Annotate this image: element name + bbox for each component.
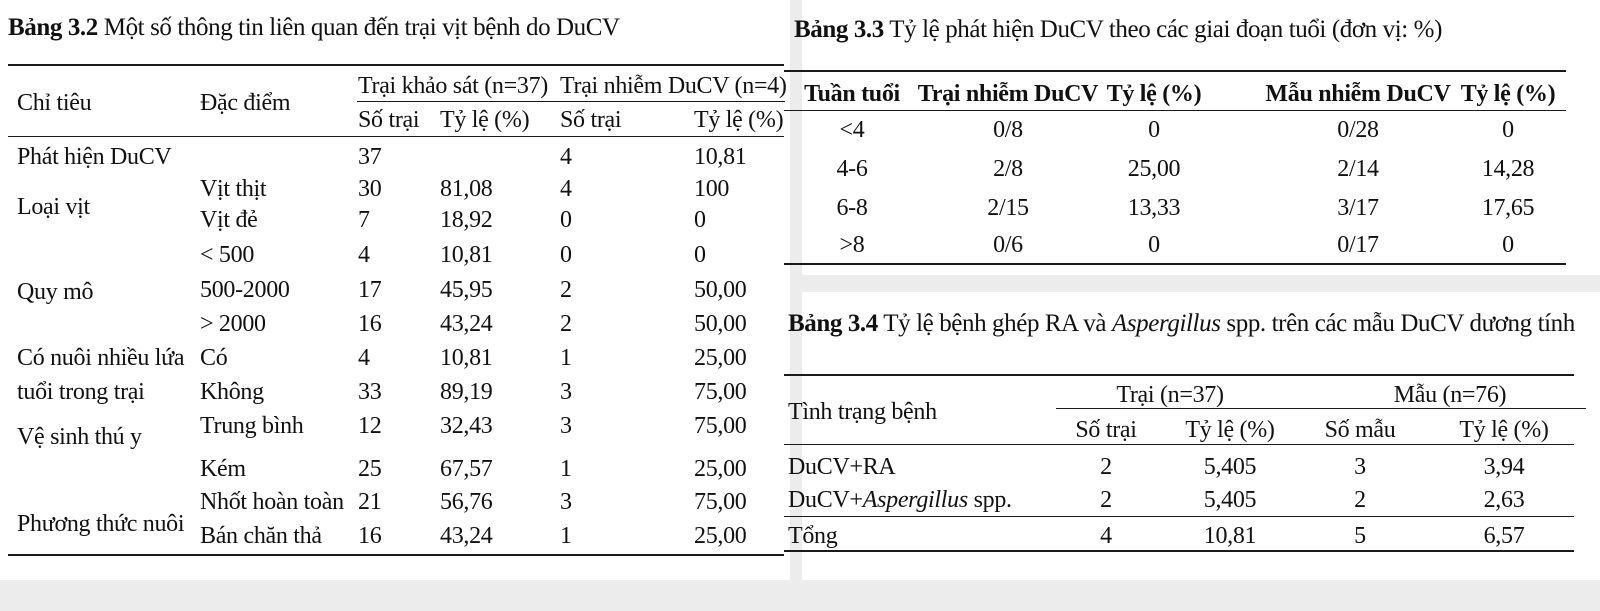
- caption-italic: Aspergillus: [1111, 310, 1221, 337]
- cell: 0: [694, 207, 706, 233]
- cell: Vịt đẻ: [200, 207, 258, 233]
- cell: > 2000: [200, 311, 266, 337]
- caption-label: Bảng 3.3: [794, 16, 884, 43]
- cell: 10,81: [694, 144, 747, 170]
- group-label: Phương thức nuôi: [17, 511, 185, 537]
- cell: 5: [1354, 523, 1366, 549]
- header-ty-le: Tỷ lệ (%): [694, 107, 784, 133]
- cell: 4-6: [836, 156, 868, 182]
- table-3-3-caption: [794, 16, 1442, 44]
- cell: 2,63: [1483, 487, 1525, 513]
- cell: Bán chăn thả: [200, 523, 322, 549]
- cell: 17: [358, 277, 382, 303]
- cell: 50,00: [694, 311, 747, 337]
- group-label: Phát hiện DuCV: [17, 144, 172, 170]
- cell: 2/8: [993, 156, 1023, 182]
- table-3-2-caption: [8, 14, 620, 42]
- header-ty-le: Tỷ lệ (%): [440, 107, 530, 133]
- cell: 4: [358, 345, 370, 371]
- top-rule: [784, 374, 1574, 376]
- cell: 16: [358, 523, 382, 549]
- cell: < 500: [200, 242, 255, 268]
- cell: 75,00: [694, 413, 747, 439]
- cell: 12: [358, 413, 382, 439]
- table-3-3-panel: [794, 0, 1600, 275]
- caption-label: Bảng 3.4: [788, 310, 878, 337]
- cell: 1: [560, 456, 572, 482]
- row-label: DuCV+RA: [788, 454, 896, 480]
- header-ty-le: Tỷ lệ (%): [1185, 417, 1275, 443]
- row-label-italic: Aspergillus: [862, 487, 968, 513]
- sub-header-rule: [357, 101, 785, 102]
- cell: 25,00: [694, 345, 747, 371]
- header-bottom-rule: [8, 136, 784, 137]
- header-chi-tieu: Chỉ tiêu: [17, 90, 92, 116]
- cell: Có: [200, 345, 228, 371]
- cell: 45,95: [440, 277, 493, 303]
- cell: 3: [560, 489, 572, 515]
- header-ty-le: Tỷ lệ (%): [1459, 417, 1549, 443]
- cell: Vịt thịt: [200, 176, 267, 202]
- header-ty-le: Tỷ lệ (%): [1106, 81, 1202, 107]
- cell: 10,81: [440, 242, 493, 268]
- header-trai-khao-sat: Trại khảo sát (n=37): [358, 73, 548, 99]
- header-tinh-trang: Tình trạng bệnh: [788, 399, 937, 425]
- cell: <4: [839, 117, 865, 143]
- header-bottom-rule: [784, 110, 1566, 111]
- cell: 0: [1148, 232, 1160, 258]
- caption-text: Tỷ lệ bệnh ghép RA và: [883, 310, 1107, 337]
- panel-gap: [802, 275, 1600, 292]
- cell: 0: [1148, 117, 1160, 143]
- cell: 16: [358, 311, 382, 337]
- cell: 10,81: [440, 345, 493, 371]
- cell: 14,28: [1481, 156, 1535, 182]
- cell: 25: [358, 456, 382, 482]
- cell: 5,405: [1203, 487, 1257, 513]
- cell: 0/17: [1337, 232, 1379, 258]
- header-bottom-rule: [784, 444, 1574, 445]
- row-label-part: spp.: [973, 487, 1012, 513]
- header-dac-diem: Đặc điểm: [200, 90, 291, 116]
- cell: 10,81: [1203, 523, 1257, 549]
- cell: 56,76: [440, 489, 493, 515]
- cell: 43,24: [440, 523, 493, 549]
- cell: 67,57: [440, 456, 493, 482]
- header-tuan-tuoi: Tuần tuổi: [804, 81, 900, 107]
- cell: 0: [694, 242, 706, 268]
- cell: 500-2000: [200, 277, 290, 303]
- cell: Trung bình: [200, 413, 304, 439]
- header-trai-nhiem: Trại nhiễm DuCV: [917, 81, 1099, 107]
- cell: 1: [560, 345, 572, 371]
- cell: 17,65: [1481, 195, 1535, 221]
- group-label: Có nuôi nhiều lứa: [17, 345, 185, 371]
- table-3-4-panel: [788, 292, 1600, 578]
- group-label: Loại vịt: [17, 194, 90, 220]
- cell: 4: [560, 176, 572, 202]
- caption-text: Một số thông tin liên quan đến trại vịt bệnh do DuCV: [103, 14, 620, 41]
- cell: 2: [560, 311, 572, 337]
- cell: Kém: [200, 456, 246, 482]
- cell: 5,405: [1203, 454, 1257, 480]
- cell: 2/15: [987, 195, 1029, 221]
- cell: 7: [358, 207, 370, 233]
- cell: 3/17: [1337, 195, 1379, 221]
- cell: 0/8: [993, 117, 1023, 143]
- cell: 21: [358, 489, 382, 515]
- cell: 33: [358, 379, 382, 405]
- cell: 2: [1354, 487, 1366, 513]
- sub-header-rule: [1056, 408, 1586, 409]
- header-so-trai: Số trại: [560, 107, 622, 133]
- cell: 4: [560, 144, 572, 170]
- cell: 0: [560, 207, 572, 233]
- cell: 75,00: [694, 489, 747, 515]
- cell: 32,43: [440, 413, 493, 439]
- bottom-rule: [784, 263, 1566, 265]
- header-mau: Mẫu (n=76): [1393, 382, 1507, 408]
- cell: 50,00: [694, 277, 747, 303]
- total-rule: [784, 516, 1574, 517]
- group-label: Vệ sinh thú y: [17, 424, 142, 450]
- header-trai-nhiem: Trại nhiễm DuCV (n=4): [560, 73, 787, 99]
- cell: 2/14: [1337, 156, 1379, 182]
- row-label: Tổng: [788, 523, 838, 549]
- cell: 0: [560, 242, 572, 268]
- cell: 4: [358, 242, 370, 268]
- cell: 37: [358, 144, 382, 170]
- caption-text: Tỷ lệ phát hiện DuCV theo các giai đoạn tuổi (đơn vị: %): [889, 16, 1443, 43]
- cell: >8: [839, 232, 865, 258]
- header-so-trai: Số trại: [1075, 417, 1137, 443]
- bottom-rule: [784, 550, 1574, 552]
- cell: 4: [1100, 523, 1112, 549]
- table-3-2-panel: [0, 0, 790, 580]
- bottom-rule: [8, 554, 784, 556]
- cell: 0: [1502, 117, 1514, 143]
- cell: Không: [200, 379, 264, 405]
- cell: 2: [1100, 454, 1112, 480]
- header-so-trai: Số trại: [358, 107, 420, 133]
- cell: 0/28: [1337, 117, 1379, 143]
- top-rule: [8, 64, 784, 66]
- cell: 25,00: [1127, 156, 1181, 182]
- cell: 81,08: [440, 176, 493, 202]
- cell: 25,00: [694, 523, 747, 549]
- cell: 2: [560, 277, 572, 303]
- cell: 25,00: [694, 456, 747, 482]
- cell: 3: [1354, 454, 1366, 480]
- header-so-mau: Số mẫu: [1324, 417, 1396, 443]
- panel-gap: [790, 0, 802, 611]
- header-ty-le: Tỷ lệ (%): [1460, 81, 1556, 107]
- cell: 100: [694, 176, 730, 202]
- caption-label: Bảng 3.2: [8, 14, 98, 41]
- cell: Nhốt hoàn toàn: [200, 489, 344, 515]
- cell: 6-8: [836, 195, 868, 221]
- top-rule: [784, 70, 1566, 72]
- panel-gap: [0, 580, 1600, 611]
- cell: 1: [560, 523, 572, 549]
- caption-text: spp. trên các mẫu DuCV dương tính: [1226, 310, 1575, 337]
- table-3-4-caption: [788, 310, 1575, 338]
- cell: 0/6: [993, 232, 1023, 258]
- cell: 3: [560, 379, 572, 405]
- group-label: Quy mô: [17, 279, 94, 305]
- header-trai: Trại (n=37): [1116, 382, 1224, 408]
- cell: 75,00: [694, 379, 747, 405]
- row-label: [788, 488, 1012, 512]
- cell: 3,94: [1483, 454, 1525, 480]
- header-mau-nhiem: Mẫu nhiễm DuCV: [1265, 81, 1451, 107]
- cell: 0: [1502, 232, 1514, 258]
- cell: 6,57: [1483, 523, 1525, 549]
- cell: 89,19: [440, 379, 493, 405]
- cell: 2: [1100, 487, 1112, 513]
- cell: 43,24: [440, 311, 493, 337]
- cell: 3: [560, 413, 572, 439]
- group-label: tuổi trong trại: [17, 379, 145, 405]
- cell: 30: [358, 176, 382, 202]
- row-label-part: DuCV+: [788, 487, 863, 513]
- cell: 18,92: [440, 207, 493, 233]
- cell: 13,33: [1127, 195, 1181, 221]
